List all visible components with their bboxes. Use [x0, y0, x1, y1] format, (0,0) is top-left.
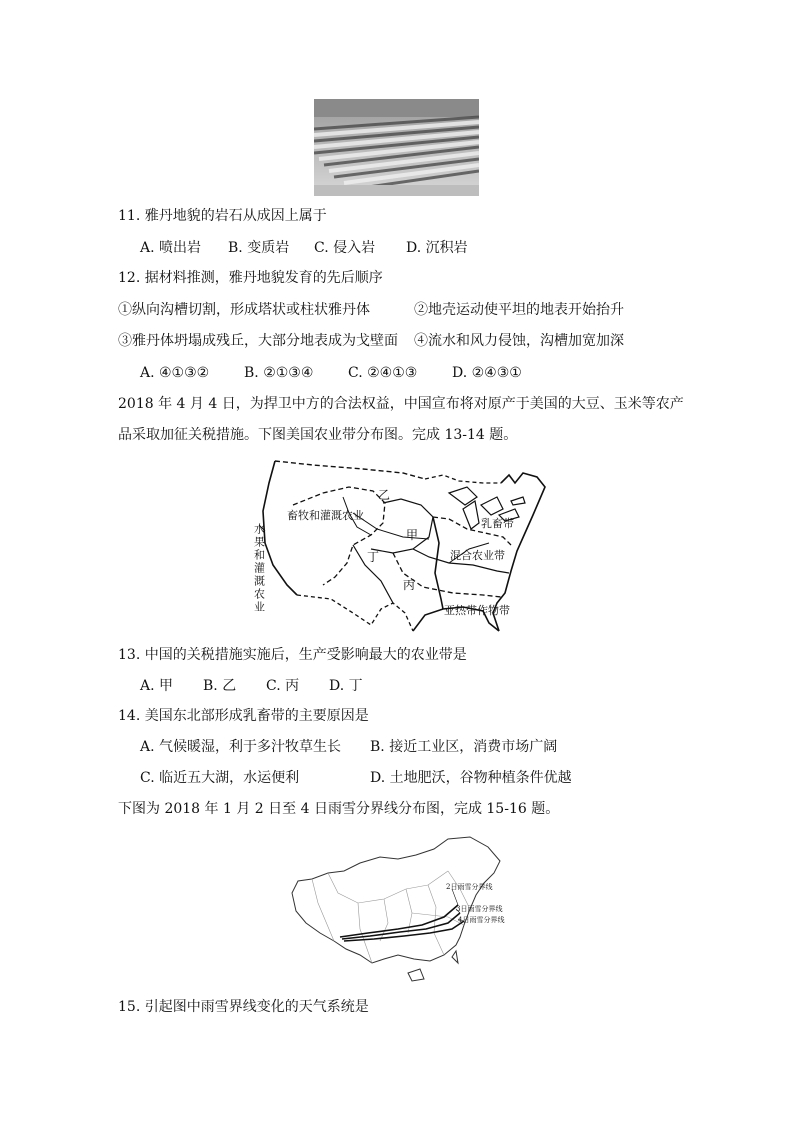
q12-statement-3: ③雅丹体坍塌成残丘，大部分地表成为戈壁面 — [118, 333, 398, 349]
q14-option-d: D. 土地肥沃，谷物种植条件优越 — [370, 770, 572, 786]
cn-map-label-day3: 3日雨雪分界线 — [456, 905, 503, 913]
cn-map-label-day2: 2日雨雪分界线 — [446, 883, 493, 891]
q14-option-c: C. 临近五大湖，水运便利 — [140, 770, 300, 786]
q11-options — [140, 238, 468, 258]
us-agriculture-map — [253, 453, 551, 633]
q13-option-a: A. 甲 — [140, 678, 174, 694]
q14-option-b: B. 接近工业区，消费市场广阔 — [370, 739, 558, 755]
us-map-label-livestock: 畜牧和灌溉农业 — [287, 509, 364, 522]
q13-option-c: C. 丙 — [266, 678, 300, 694]
q12-option-b: B. ②①③④ — [244, 365, 314, 381]
us-map-label-bing: 丙 — [403, 578, 416, 592]
us-map-label-ding: 丁 — [367, 550, 380, 564]
q12-stem: 12. 据材料推测，雅丹地貌发育的先后顺序 — [118, 270, 383, 286]
q14-stem: 14. 美国东北部形成乳畜带的主要原因是 — [118, 708, 369, 724]
q11-stem: 11. 雅丹地貌的岩石从成因上属于 — [118, 208, 327, 224]
us-map-label-mixed: 混合农业带 — [450, 549, 505, 562]
q13-stem: 13. 中国的关税措施实施后，生产受影响最大的农业带是 — [118, 647, 467, 663]
q12-option-d: D. ②④③① — [452, 365, 522, 381]
q11-option-c: C. 侵入岩 — [314, 240, 376, 256]
q11-option-d: D. 沉积岩 — [406, 240, 468, 256]
q12-statement-1: ①纵向沟槽切割，形成塔状或柱状雅丹体 — [118, 302, 370, 318]
q12-statement-2: ②地壳运动使平坦的地表开始抬升 — [414, 302, 624, 318]
intro-13-line-1: 2018 年 4 月 4 日，为捍卫中方的合法权益，中国宣布将对原产于美国的大豆、玉米等农产 — [118, 396, 684, 412]
us-map-label-fruit: 水果和灌溉农业 — [253, 523, 266, 614]
us-map-label-jia: 甲 — [406, 528, 419, 542]
q15-stem: 15. 引起图中雨雪界线变化的天气系统是 — [118, 999, 369, 1015]
q12-option-c: C. ②④①③ — [348, 365, 418, 381]
china-rain-snow-map — [288, 833, 533, 983]
us-map-label-yi: 乙 — [378, 488, 391, 502]
q13-option-d: D. 丁 — [329, 678, 363, 694]
us-map-label-dairy: 乳畜带 — [481, 517, 514, 530]
intro-13-line-2: 品采取加征关税措施。下图美国农业带分布图。完成 13-14 题。 — [118, 427, 518, 443]
q12-options — [140, 363, 522, 383]
q12-statement-4: ④流水和风力侵蚀，沟槽加宽加深 — [414, 333, 624, 349]
yardang-photo — [314, 99, 479, 196]
q13-options — [140, 676, 363, 696]
us-map-label-subtropical: 亚热带作物带 — [444, 604, 510, 617]
q11-option-b: B. 变质岩 — [228, 240, 290, 256]
cn-map-label-day4: 4日雨雪分界线 — [458, 916, 505, 924]
q14-option-a: A. 气候暖湿，利于多汁牧草生长 — [140, 739, 342, 755]
q11-option-a: A. 喷出岩 — [140, 240, 202, 256]
q13-option-b: B. 乙 — [203, 678, 237, 694]
q12-option-a: A. ④①③② — [140, 365, 210, 381]
intro-15: 下图为 2018 年 1 月 2 日至 4 日雨雪分界线分布图，完成 15-16 题。 — [118, 801, 560, 817]
